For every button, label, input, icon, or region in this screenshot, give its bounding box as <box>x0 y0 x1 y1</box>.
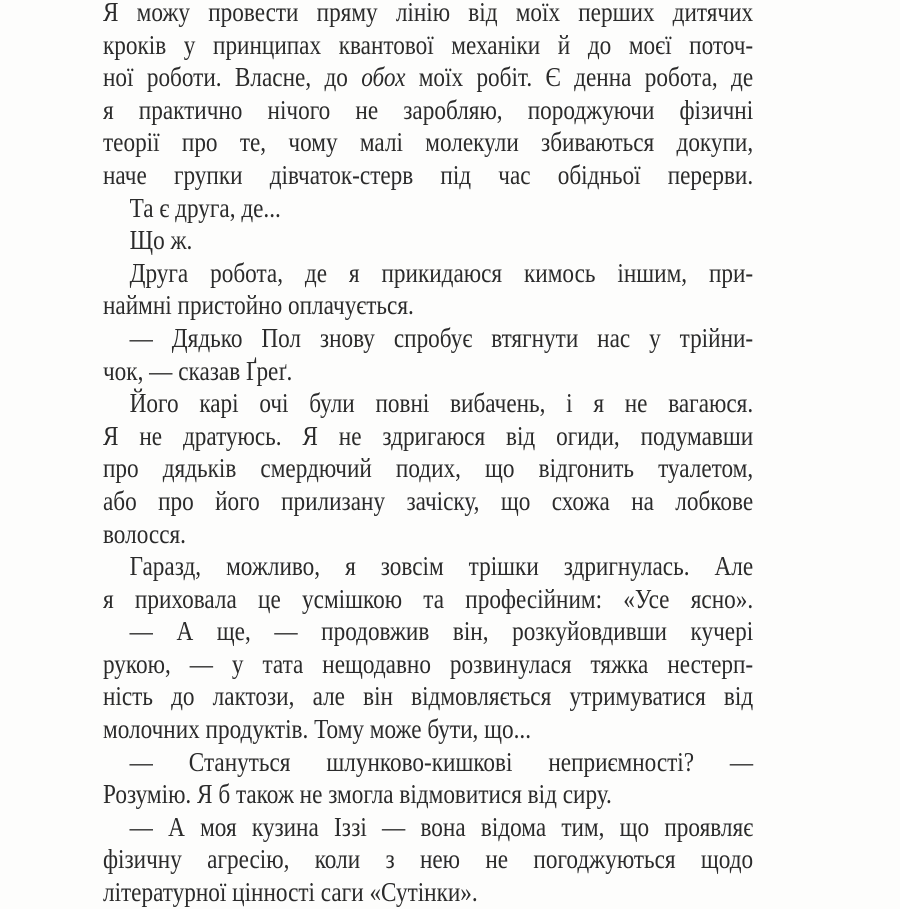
text-line: молочних продуктів. Тому може бути, що... <box>103 714 532 745</box>
text-line: Я не дратуюсь. Я не здригаюся від огиди, подумавши <box>103 420 754 451</box>
text-line: Розумію. Я б також не змогла відмовитися від сиру. <box>103 779 612 810</box>
text-segment: моїх робіт. Є денна робота, де <box>405 62 754 93</box>
text-line: фізичну агресію, коли з нею не погоджуються щодо <box>103 844 754 875</box>
text-line: рукою, — у тата нещодавно розвинулася тяжка нестерп- <box>103 648 754 679</box>
text-line: — Стануться шлунково-кишкові неприємності? — <box>129 746 754 777</box>
text-line: кроків у принципах квантової механіки й до моєї поточ- <box>103 29 754 60</box>
text-line: літературної цінності саги «Сутінки». <box>103 877 478 908</box>
text-line: теорії про те, чому малі молекули збиваються докупи, <box>103 127 754 158</box>
text-line: — А ще, — продовжив він, розкуйовдивши кучері <box>129 616 754 647</box>
book-page-text <box>103 0 753 909</box>
text-line: — Дядько Пол знову спробує втягнути нас у трійни- <box>129 322 754 353</box>
text-line <box>103 61 753 94</box>
text-line: — А моя кузина Іззі — вона відома тим, що проявляє <box>129 811 754 842</box>
text-line: ність до лактози, але він відмовляється утримуватися від <box>103 681 754 712</box>
text-line: я практично нічого не заробляю, породжуючи фізичні <box>103 94 754 125</box>
text-line: або про його прилизану зачіску, що схожа на лобкове <box>103 485 754 516</box>
text-line: наче групки дівчаток-стерв під час обідньої перерви. <box>103 159 754 190</box>
text-line: Я можу провести пряму лінію від моїх перших дитячих <box>103 0 754 27</box>
text-line: Друга робота, де я прикидаюся кимось іншим, при- <box>129 257 754 288</box>
italic-emphasis: обох <box>361 62 406 93</box>
text-line: Що ж. <box>129 225 193 256</box>
text-line: Його карі очі були повні вибачень, і я не вагаюся. <box>129 388 754 419</box>
text-line: про дядьків смердючий подих, що відгонить туалетом, <box>103 453 754 484</box>
text-line: чок, — сказав Ґреґ. <box>103 355 293 386</box>
text-line: Та є друга, де... <box>129 192 281 223</box>
text-segment: ної роботи. Власне, до <box>103 62 362 93</box>
text-line: наймні пристойно оплачується. <box>103 290 414 321</box>
text-line: волосся. <box>103 518 186 549</box>
text-line: Гаразд, можливо, я зовсім трішки здригнулась. Але <box>129 551 754 582</box>
text-line: я приховала це усмішкою та професійним: «Усе ясно». <box>103 583 754 614</box>
